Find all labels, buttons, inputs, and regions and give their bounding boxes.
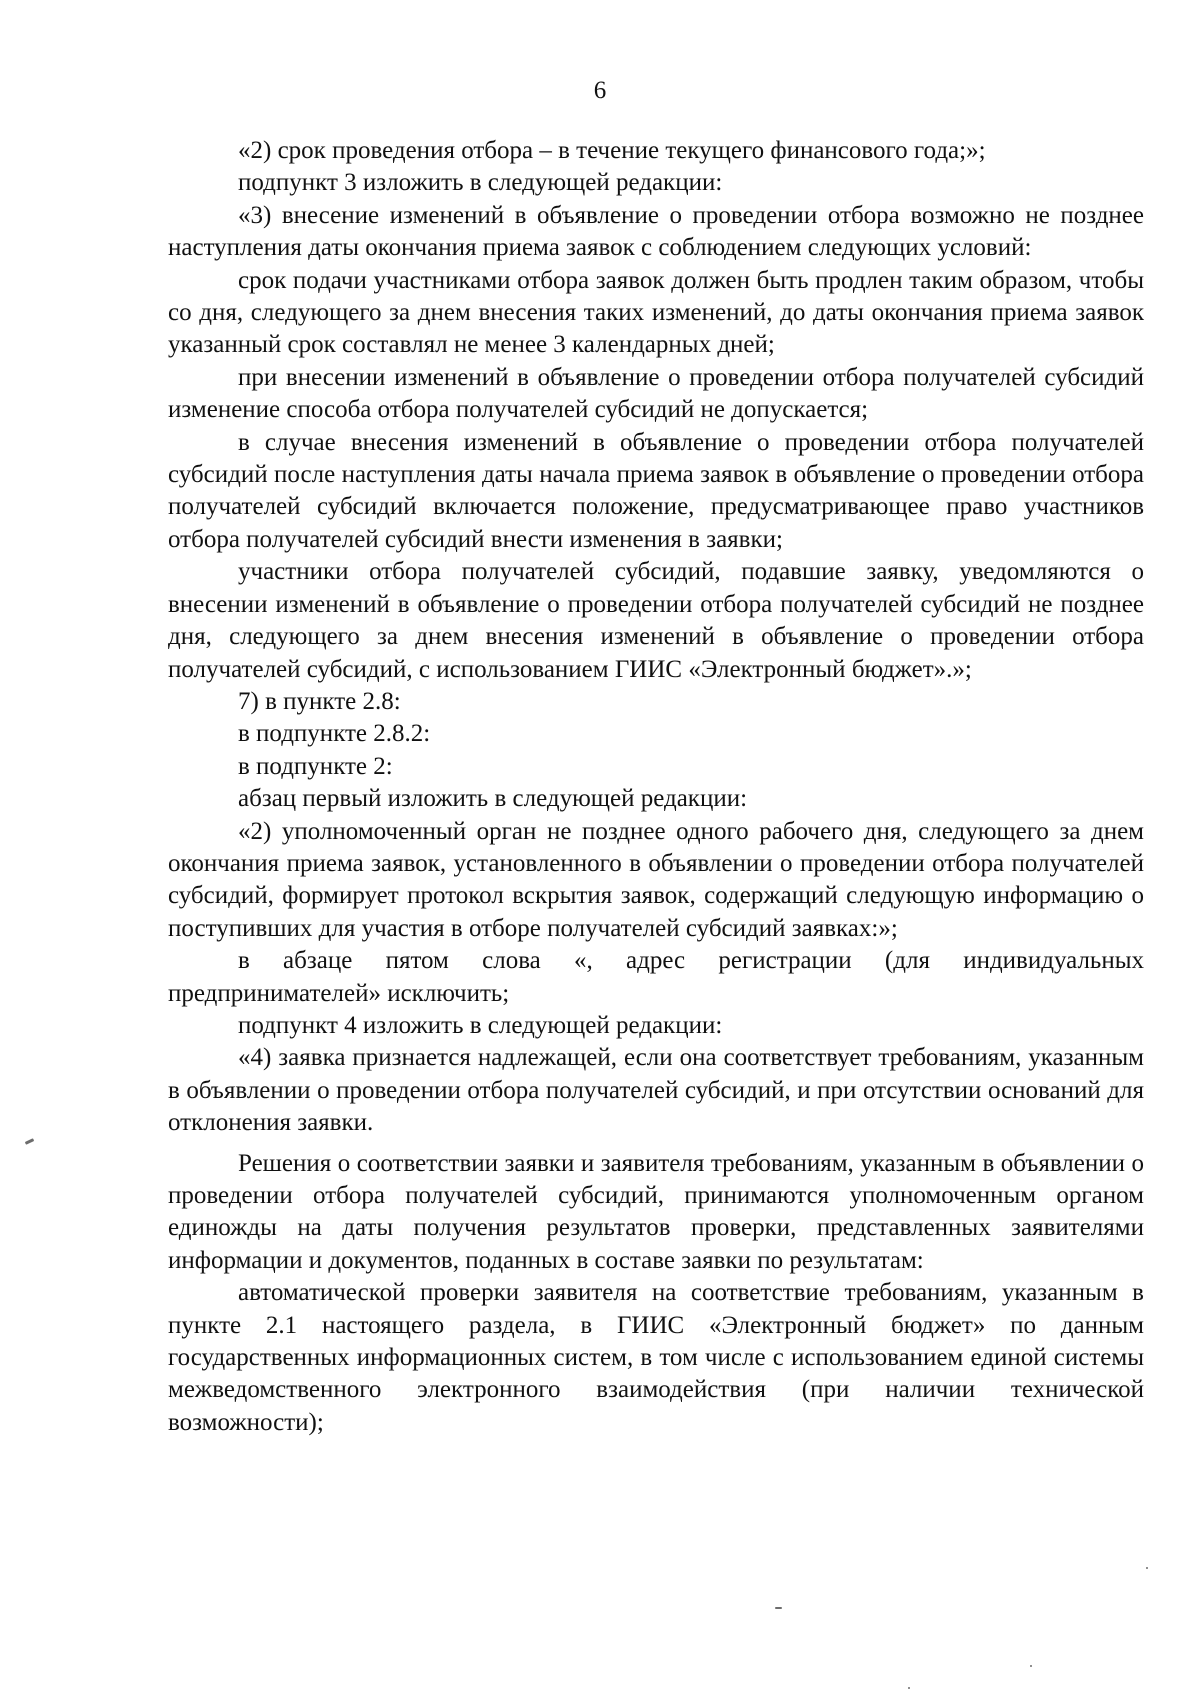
paragraph-16: Решения о соответствии заявки и заявителя требованиям, указанным в объявлении о проведении отбора получателей субсидий, принимаются уполномоченным органом единожды на даты получения результатов проверки, представленных заявителями информации и документов, поданных в составе заявки по результатам: [168,1149,1144,1274]
paragraph-14: подпункт 4 изложить в следующей редакции: [238,1011,723,1039]
scan-artifact [908,1687,910,1689]
paragraph-3: «3) внесение изменений в объявление о проведении отбора возможно не позднее наступления даты окончания приема заявок с соблюдением следующих условий: [168,201,1144,262]
scan-artifact [775,1607,782,1609]
paragraph-1: «2) срок проведения отбора – в течение текущего финансового года;»; [238,137,986,164]
paragraph-6: в случае внесения изменений в объявление о проведении отбора получателей субсидий после наступления даты начала приема заявок в объявление о проведении отбора получателей субсидий включается положение, предусматривающее право участников отбора получателей субсидий внести изменения в заявки; [168,428,1144,553]
paragraph-7: участники отбора получателей субсидий, подавшие заявку, уведомляются о внесении изменений в объявление о проведении отбора получателей субсидий не позднее дня, следующего за днем внесения изменений в объявление о проведении отбора получателей субсидий, с использованием ГИИС «Электронный бюджет».»; [168,558,1144,683]
scan-artifact [25,1138,34,1145]
paragraph-11: абзац первый изложить в следующей редакции: [238,785,748,813]
paragraph-4: срок подачи участниками отбора заявок должен быть продлен таким образом, чтобы со дня, следующего за днем внесения таких изменений, до даты окончания приема заявок указанный срок составлял не менее 3 календарных дней; [168,266,1144,359]
paragraph-9: в подпункте 2.8.2: [238,720,431,748]
paragraph-2: подпункт 3 изложить в следующей редакции: [238,169,723,197]
scan-artifact [1146,1567,1148,1569]
paragraph-15: «4) заявка признается надлежащей, если она соответствует требованиям, указанным в объявлении о проведении отбора получателей субсидий, и при отсутствии оснований для отклонения заявки. [168,1044,1144,1137]
page-number: 6 [593,77,607,104]
paragraph-12: «2) уполномоченный орган не позднее одного рабочего дня, следующего за днем окончания приема заявок, установленного в объявлении о проведении отбора получателей субсидий, формирует протокол вскрытия заявок, содержащий следующую информацию о поступивших для участия в отборе получателей субсидий заявках:»; [168,817,1144,942]
paragraph-17: автоматической проверки заявителя на соответствие требованиям, указанным в пункте 2.1 настоящего раздела, в ГИИС «Электронный бюджет» по данным государственных информационных систем, в том числе с использованием единой системы межведомственного электронного взаимодействия (при наличии технической возможности); [168,1279,1144,1436]
scan-artifact [1030,1665,1032,1667]
paragraph-8: 7) в пункте 2.8: [238,687,401,715]
paragraph-5: при внесении изменений в объявление о проведении отбора получателей субсидий изменение способа отбора получателей субсидий не допускается; [168,363,1144,424]
document-body [168,135,1144,1439]
paragraph-13: в абзаце пятом слова «, адрес регистрации (для индивидуальных предпринимателей» исключить; [168,947,1144,1007]
paragraph-10: в подпункте 2: [238,752,393,780]
